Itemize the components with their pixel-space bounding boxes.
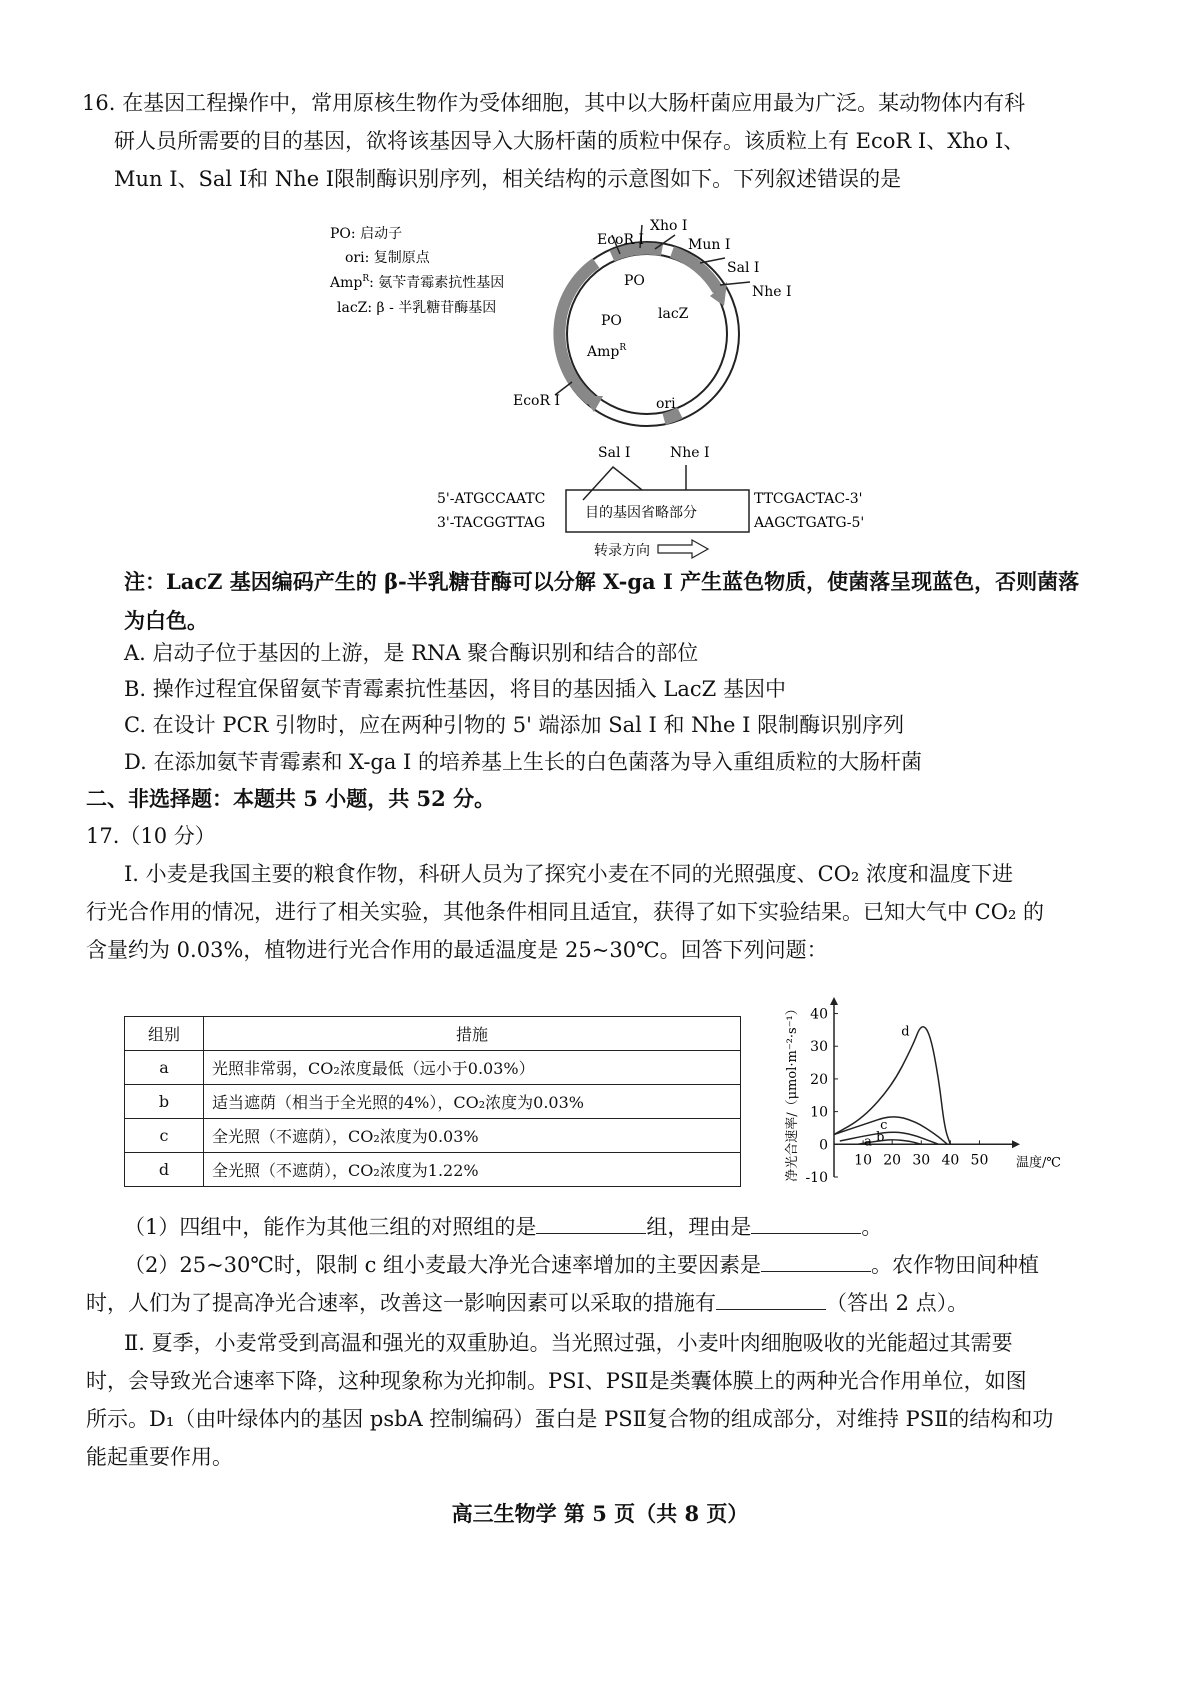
table-row xyxy=(125,1119,741,1153)
table-cell-group: b xyxy=(125,1085,204,1119)
q17-sub1-text-b: 组，理由是 xyxy=(646,1215,752,1239)
ampr-gene-arc xyxy=(559,263,596,400)
insert-box-label: 目的基因省略部分 xyxy=(585,505,697,521)
q16-line-3: Mun Ⅰ、Sal Ⅰ和 Nhe Ⅰ限制酶识别序列，相关结构的示意图如下。下列叙述错误的是 xyxy=(114,167,902,191)
legend-ori: ori: 复制原点 xyxy=(345,250,430,266)
table-cell-measure: 全光照（不遮荫），CO₂浓度为1.22% xyxy=(204,1153,741,1187)
legend-lacz: lacZ: β - 半乳糖苷酶基因 xyxy=(337,300,497,316)
sal-cut-mark xyxy=(583,467,642,500)
answer-blank-2[interactable] xyxy=(751,1213,861,1234)
q17-intro-2: 行光合作用的情况，进行了相关实验，其他条件相同且适宜，获得了如下实验结果。已知大气中 CO₂ 的 xyxy=(86,900,1045,924)
x-tick-label: 30 xyxy=(912,1152,931,1169)
page-footer: 高三生物学 第 5 页（共 8 页） xyxy=(451,1501,749,1526)
q17-sub2-text-a: （2）25~30℃时，限制 c 组小麦最大净光合速率增加的主要因素是 xyxy=(124,1253,762,1277)
site-xho: Xho I xyxy=(650,218,688,234)
q16-line-2: 研人员所需要的目的基因，欲将该基因导入大肠杆菌的质粒中保存。该质粒上有 EcoR Ⅰ、Xho Ⅰ、 xyxy=(114,129,1025,153)
q17-sub2-text-b: 。农作物田间种植 xyxy=(871,1253,1040,1277)
svg-text:AmpR xyxy=(586,343,626,360)
treatment-table xyxy=(124,1016,741,1187)
answer-blank-1[interactable] xyxy=(536,1213,646,1234)
table-row xyxy=(125,1051,741,1085)
seq-right-top: TTCGACTAC-3' xyxy=(754,491,863,507)
q16-option-b: B. 操作过程宜保留氨苄青霉素抗性基因，将目的基因插入 LacZ 基因中 xyxy=(124,677,786,701)
y-tick-label: 40 xyxy=(810,1006,828,1023)
table-row xyxy=(125,1153,741,1187)
table-header-row xyxy=(125,1017,741,1051)
x-axis-label: 温度/℃ xyxy=(1016,1155,1061,1171)
table-cell-group: c xyxy=(125,1119,204,1153)
label-amp-sup: R xyxy=(619,343,627,353)
label-lacz: lacZ xyxy=(658,306,689,322)
net-photosynthesis-chart xyxy=(780,985,1061,1205)
q17-part2-2: 时，会导致光合速率下降，这种现象称为光抑制。PSⅠ、PSⅡ是类囊体膜上的两种光合作用单位，如图 xyxy=(86,1369,1027,1393)
legend-po: PO: 启动子 xyxy=(330,226,403,242)
q17-part2-1: Ⅱ. 夏季，小麦常受到高温和强光的双重胁迫。当光照过强，小麦叶肉细胞吸收的光能超过其需要 xyxy=(124,1331,1013,1355)
label-ori: ori xyxy=(656,396,676,412)
seq-right-bottom: AAGCTGATG-5' xyxy=(754,515,865,531)
section-2-title: 二、非选择题：本题共 5 小题，共 52 分。 xyxy=(86,786,496,811)
label-po-outer: PO xyxy=(624,273,645,289)
legend-amp: Amp xyxy=(330,275,363,291)
q17-sub1-text-c: 。 xyxy=(861,1215,883,1239)
q16-note-1: 注：LacZ 基因编码产生的 β-半乳糖苷酶可以分解 X-ga Ⅰ 产生蓝色物质，使菌落呈现蓝色，否则菌落 xyxy=(124,569,1080,594)
x-tick-label: 10 xyxy=(854,1152,873,1169)
q17-intro-1: Ⅰ. 小麦是我国主要的粮食作物，科研人员为了探究小麦在不同的光照强度、CO₂ 浓度和温度下进 xyxy=(124,862,1014,886)
q16-option-c: C. 在设计 PCR 引物时，应在两种引物的 5' 端添加 Sal Ⅰ 和 Nhe Ⅰ 限制酶识别序列 xyxy=(124,713,905,737)
table-cell-group: a xyxy=(125,1051,204,1085)
lacz-gene-arc xyxy=(672,252,718,290)
q16-option-a: A. 启动子位于基因的上游，是 RNA 聚合酶识别和结合的部位 xyxy=(124,641,699,665)
q17-heading: 17.（10 分） xyxy=(86,824,216,848)
site-sal: Sal I xyxy=(727,260,760,276)
q17-sub2-text-c: 时，人们为了提高净光合速率，改善这一影响因素可以采取的措施有 xyxy=(86,1291,716,1315)
ampr-arrowhead xyxy=(582,396,603,412)
site-ecor-left: EcoR I xyxy=(513,393,561,409)
y-axis-arrow xyxy=(830,997,838,1005)
legend-amp-desc: : 氨苄青霉素抗性基因 xyxy=(369,275,505,291)
y-tick-label: 0 xyxy=(819,1137,828,1154)
legend-amp-sup: R xyxy=(362,274,370,284)
q16-option-d: D. 在添加氨苄青霉素和 X-ga Ⅰ 的培养基上生长的白色菌落为导入重组质粒的大肠杆菌 xyxy=(124,750,923,774)
svg-text:AmpR: 氨苄青霉素抗性基因 xyxy=(329,274,504,291)
q17-part2-3: 所示。D₁（由叶绿体内的基因 psbA 控制编码）蛋白是 PSⅡ复合物的组成部分，对维持 PSⅡ的结构和功 xyxy=(86,1407,1054,1431)
x-tick-label: 50 xyxy=(970,1152,989,1169)
q16-note-2: 为白色。 xyxy=(124,608,208,633)
table-cell-group: d xyxy=(125,1153,204,1187)
q17-sub2-text-d: （答出 2 点）。 xyxy=(826,1291,969,1315)
table-cell-measure: 全光照（不遮荫），CO₂浓度为0.03% xyxy=(204,1119,741,1153)
q17-sub1 xyxy=(124,1212,882,1242)
q16-line-1: 16. 在基因工程操作中，常用原核生物作为受体细胞，其中以大肠杆菌应用最为广泛。某动物体内有科 xyxy=(82,91,1026,115)
q17-sub2-line2 xyxy=(86,1288,968,1318)
table-header-measure: 措施 xyxy=(204,1017,741,1051)
series-line-d xyxy=(834,1027,950,1145)
y-tick-label: 30 xyxy=(810,1039,828,1056)
seq-left-top: 5'-ATGCCAATC xyxy=(437,491,546,507)
label-amp: Amp xyxy=(587,344,620,360)
plasmid-diagram xyxy=(0,0,1200,560)
q17-sub2-line1 xyxy=(124,1250,1039,1280)
site-nhe: Nhe I xyxy=(752,284,792,300)
y-axis-label: 净光合速率/（μmol·m⁻²·s⁻¹） xyxy=(785,1002,800,1182)
ori-segment xyxy=(664,413,680,419)
insert-sal: Sal I xyxy=(598,445,631,461)
answer-blank-3[interactable] xyxy=(761,1251,871,1272)
transcription-direction: 转录方向 xyxy=(594,543,650,559)
x-tick-label: 40 xyxy=(941,1152,960,1169)
x-axis-arrow xyxy=(1012,1140,1020,1148)
insert-nhe: Nhe I xyxy=(670,445,710,461)
q17-sub1-text-a: （1）四组中，能作为其他三组的对照组的是 xyxy=(124,1215,537,1239)
y-tick-label: -10 xyxy=(805,1170,828,1186)
q17-intro-3: 含量约为 0.03%，植物进行光合作用的最适温度是 25~30℃。回答下列问题： xyxy=(86,938,828,962)
series-label-b: b xyxy=(876,1130,885,1146)
series-line-b xyxy=(840,1132,939,1144)
q17-part2-4: 能起重要作用。 xyxy=(86,1445,233,1469)
y-tick-label: 20 xyxy=(810,1071,828,1088)
answer-blank-4[interactable] xyxy=(716,1289,826,1310)
series-label-a: a xyxy=(864,1134,872,1150)
table-cell-measure: 光照非常弱，CO₂浓度最低（远小于0.03%） xyxy=(204,1051,741,1085)
series-label-d: d xyxy=(901,1024,910,1040)
site-mun: Mun I xyxy=(688,237,731,253)
site-ecor-top: EcoR I xyxy=(597,232,645,248)
x-tick-label: 20 xyxy=(883,1152,902,1169)
table-row xyxy=(125,1085,741,1119)
direction-arrow xyxy=(658,540,708,558)
table-header-group: 组别 xyxy=(125,1017,204,1051)
label-po-inner: PO xyxy=(601,313,622,329)
y-tick-label: 10 xyxy=(810,1104,828,1121)
seq-left-bottom: 3'-TACGGTTAG xyxy=(437,515,546,531)
table-cell-measure: 适当遮荫（相当于全光照的4%），CO₂浓度为0.03% xyxy=(204,1085,741,1119)
series-label-c: c xyxy=(880,1117,888,1133)
